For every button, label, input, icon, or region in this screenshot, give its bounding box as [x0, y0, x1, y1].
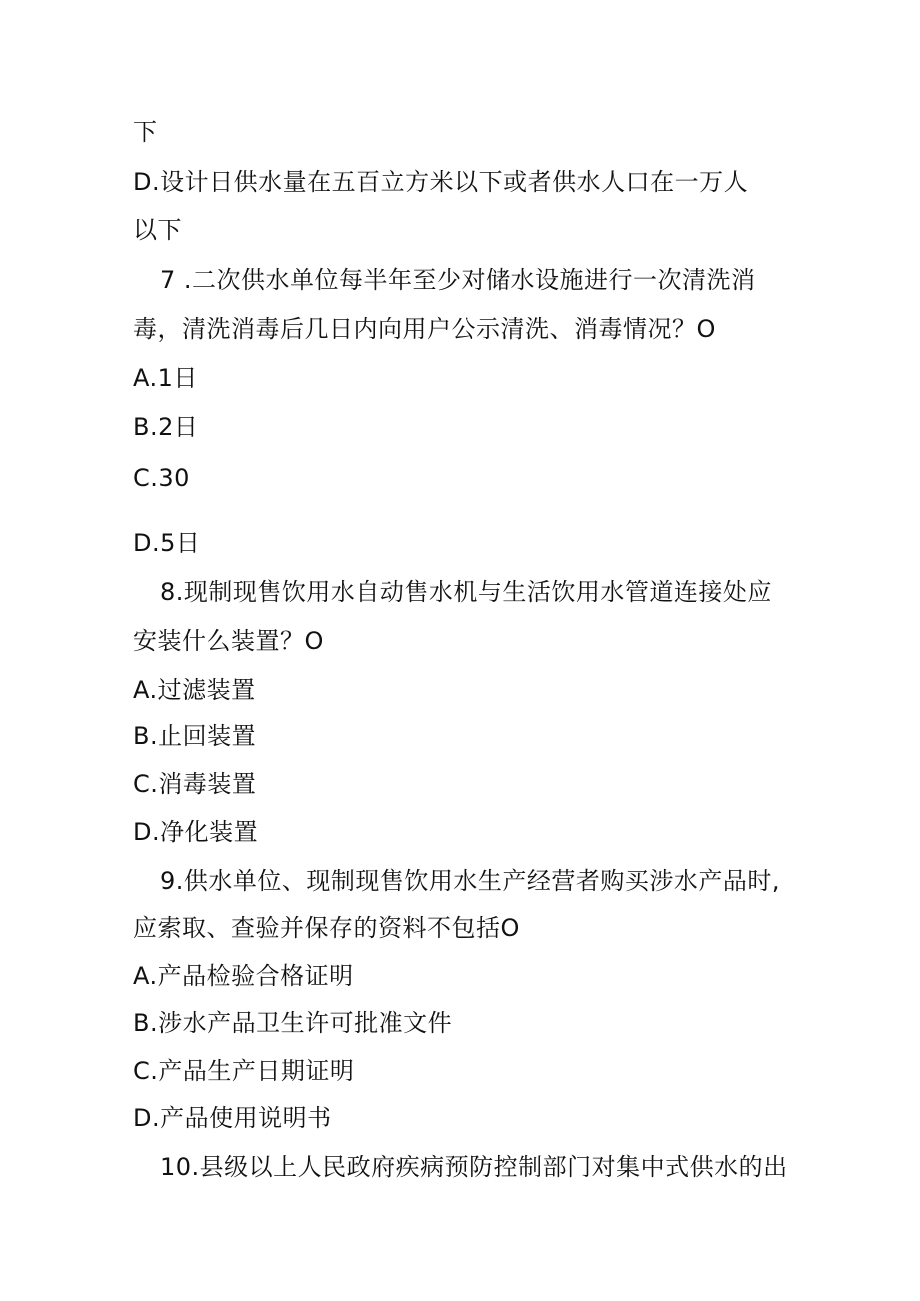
option-b-q9: B.涉水产品卫生许可批准文件 [133, 1009, 453, 1037]
question-8: 8.现制现售饮用水自动售水机与生活饮用水管道连接处应 [160, 578, 772, 606]
option-a-q7: A.1日 [133, 364, 198, 392]
option-b-q8: B.止回装置 [133, 722, 257, 750]
question-7: 7 .二次供水单位每半年至少对储水设施进行一次清洗消 [160, 266, 756, 294]
question-9: 9.供水单位、现制现售饮用水生产经营者购买涉水产品时, [160, 867, 781, 895]
option-d-q9: D.产品使用说明书 [133, 1104, 332, 1132]
option-c-q9: C.产品生产日期证明 [133, 1057, 355, 1085]
option-a-q8: A.过滤装置 [133, 676, 256, 704]
option-d-q8: D.净化装置 [133, 818, 259, 846]
text-line-continuation: 下 [133, 118, 158, 146]
option-c-q7: C.30 [133, 464, 190, 492]
question-9-continuation: 应索取、查验并保存的资料不包括O [133, 914, 520, 942]
option-d-q6: D.设计日供水量在五百立方米以下或者供水人口在一万人 [133, 168, 749, 196]
option-c-q8: C.消毒装置 [133, 770, 257, 798]
option-b-q7: B.2日 [133, 413, 199, 441]
question-7-continuation: 毒，清洗消毒后几日内向用户公示清洗、消毒情况？O [133, 315, 716, 343]
option-d-q7: D.5日 [133, 529, 201, 557]
option-d-q6-continuation: 以下 [133, 216, 182, 244]
option-a-q9: A.产品检验合格证明 [133, 962, 354, 990]
question-8-continuation: 安装什么装置？O [133, 627, 324, 655]
question-10: 10.县级以上人民政府疾病预防控制部门对集中式供水的出 [160, 1153, 788, 1181]
